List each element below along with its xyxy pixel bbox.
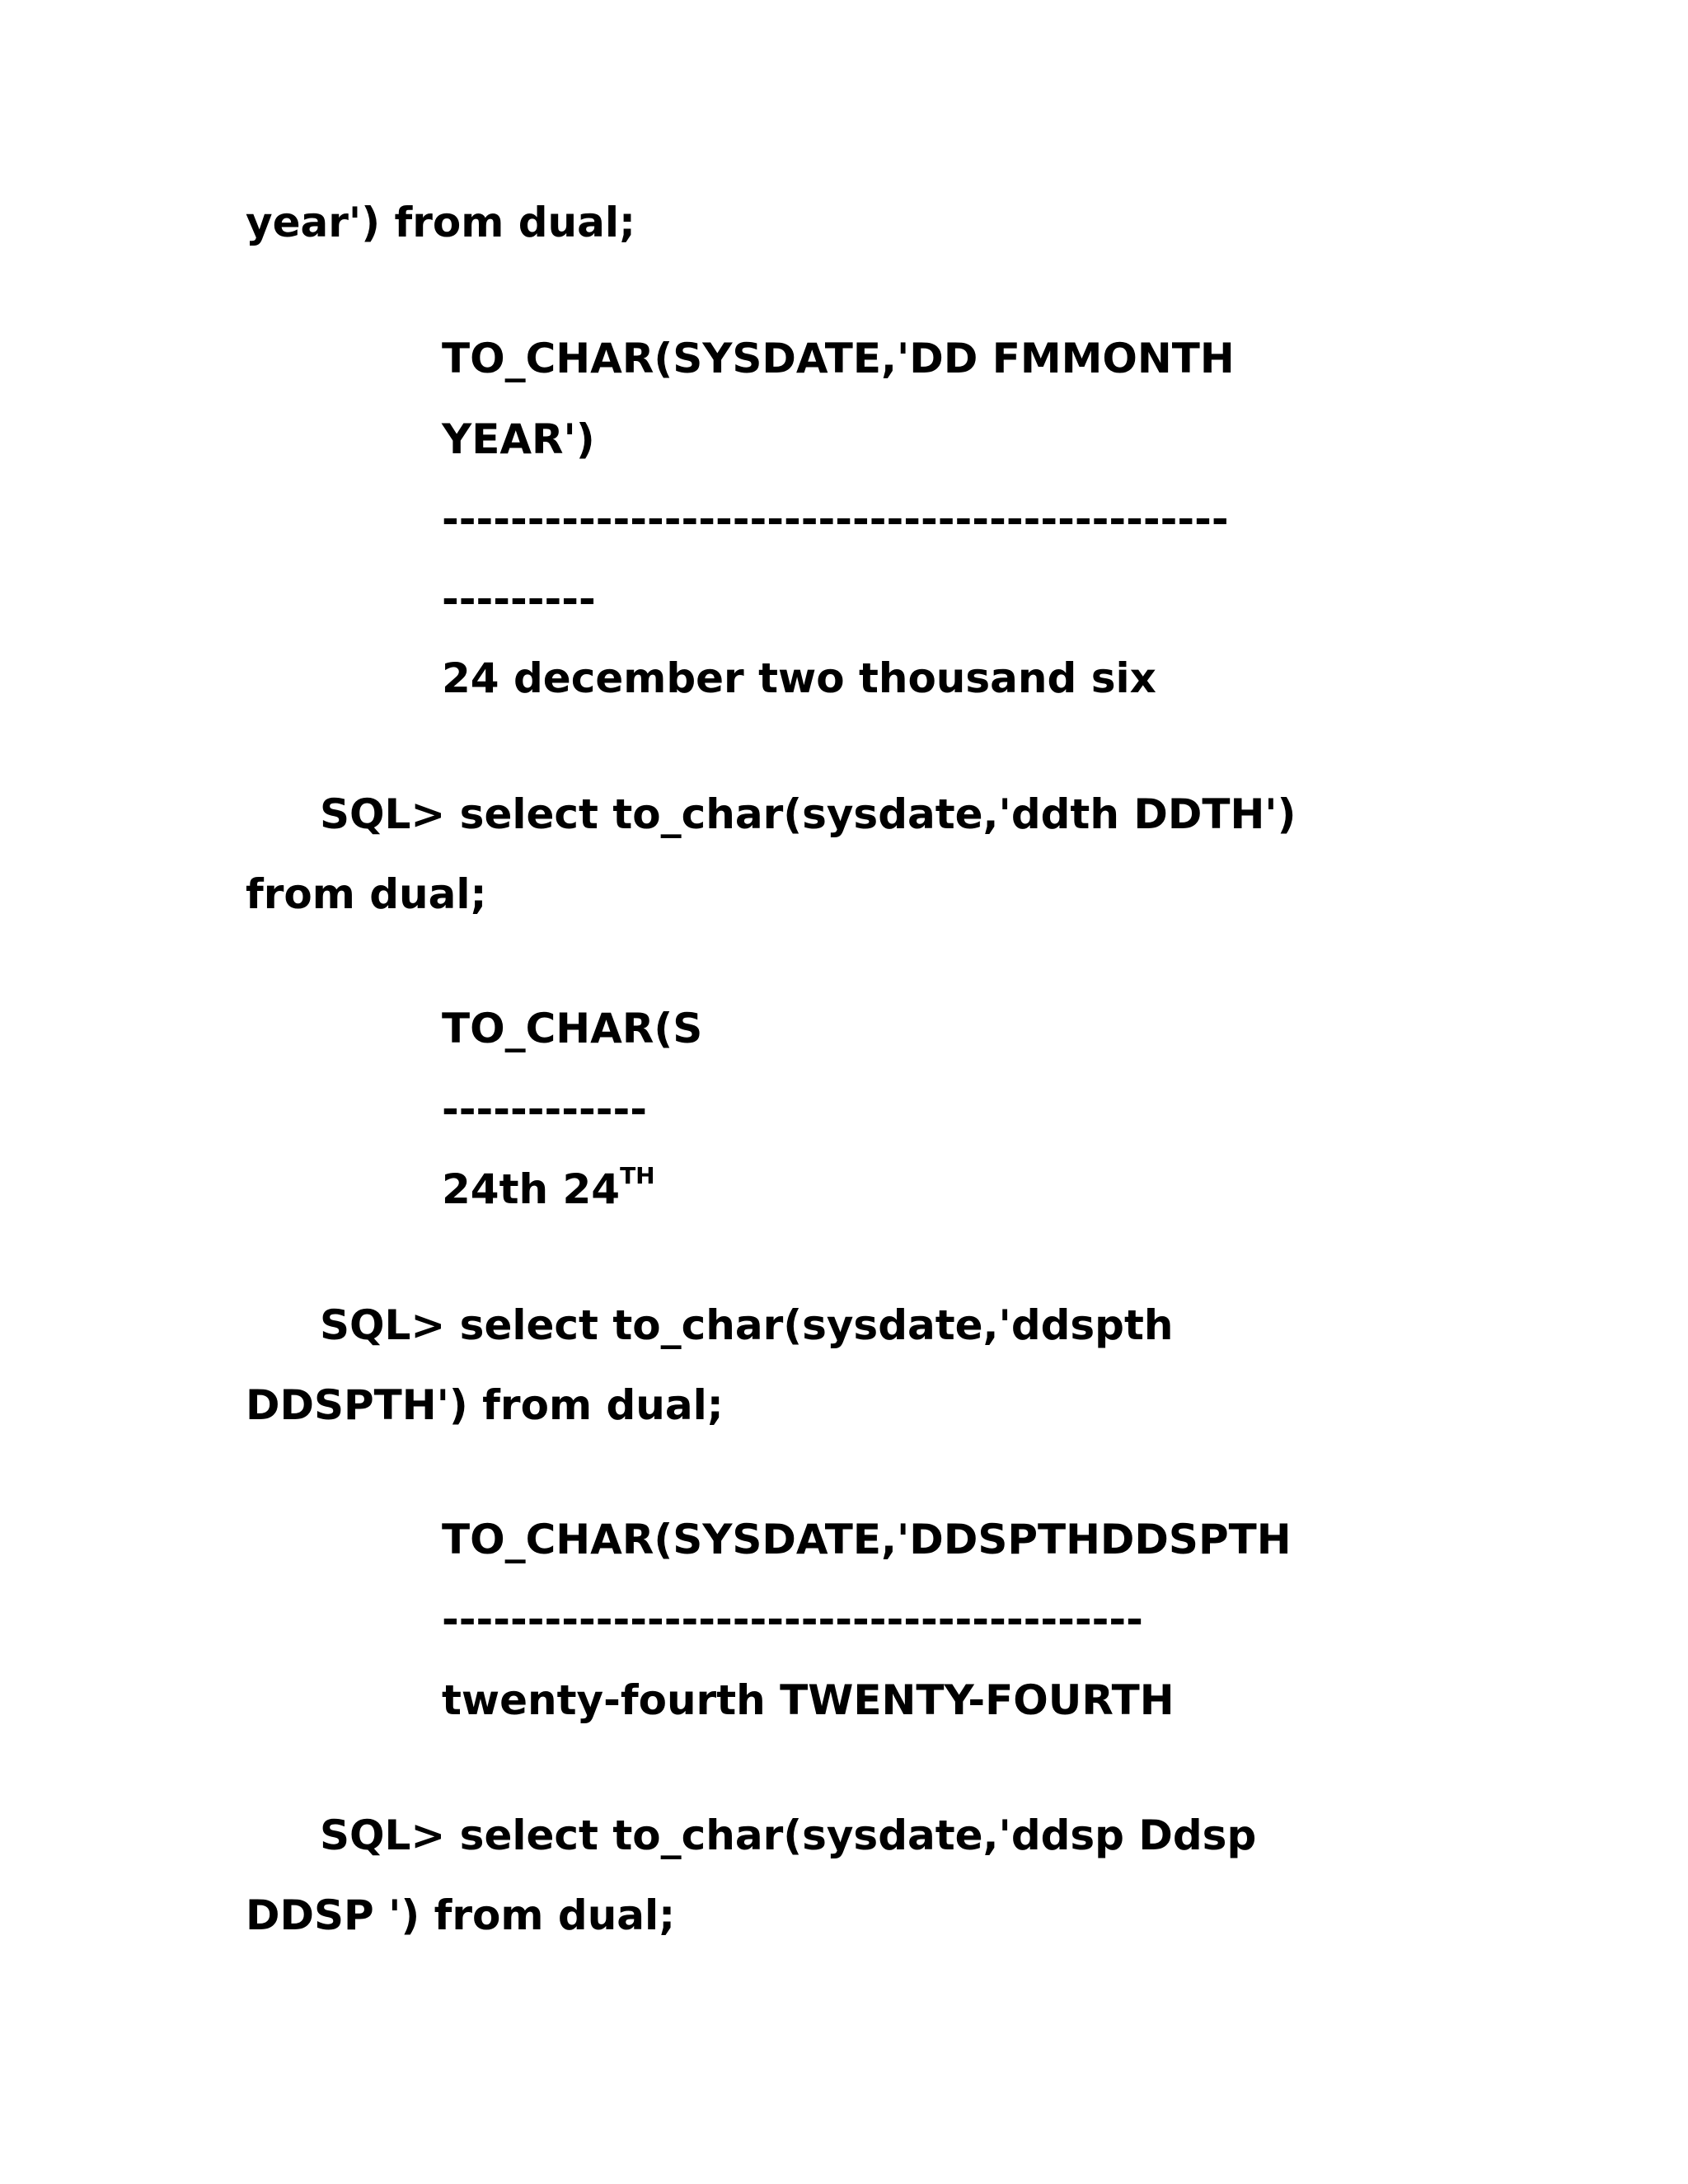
sql-query-line: SQL> select to_char(sysdate,'ddspth [320, 1301, 1174, 1349]
sql-query-line: SQL> select to_char(sysdate,'ddth DDTH') [320, 790, 1296, 838]
result-column-header: YEAR') [442, 415, 595, 463]
result-separator: --------- [442, 575, 596, 623]
result-value-text: 24th 24 [442, 1165, 621, 1213]
result-column-header: TO_CHAR(S [442, 1005, 703, 1052]
result-separator: ----------------------------------------- [442, 1596, 1143, 1643]
sql-query-line: DDSP ') from dual; [246, 1891, 676, 1939]
result-value: 24 december two thousand six [442, 654, 1156, 702]
ordinal-superscript: TH [620, 1162, 655, 1190]
result-value: twenty-fourth TWENTY-FOURTH [442, 1676, 1175, 1724]
sql-query-line: from dual; [246, 870, 487, 918]
sql-line: year') from dual; [246, 199, 635, 246]
sql-query-line: SQL> select to_char(sysdate,'ddsp Ddsp [320, 1811, 1257, 1859]
sql-query-line: DDSPTH') from dual; [246, 1381, 724, 1429]
result-column-header: TO_CHAR(SYSDATE,'DD FMMONTH [442, 335, 1235, 382]
result-separator: ------------ [442, 1085, 648, 1133]
result-value [442, 1162, 655, 1214]
result-separator: ---------------------------------------------- [442, 495, 1229, 543]
result-column-header: TO_CHAR(SYSDATE,'DDSPTHDDSPTH [442, 1516, 1292, 1563]
